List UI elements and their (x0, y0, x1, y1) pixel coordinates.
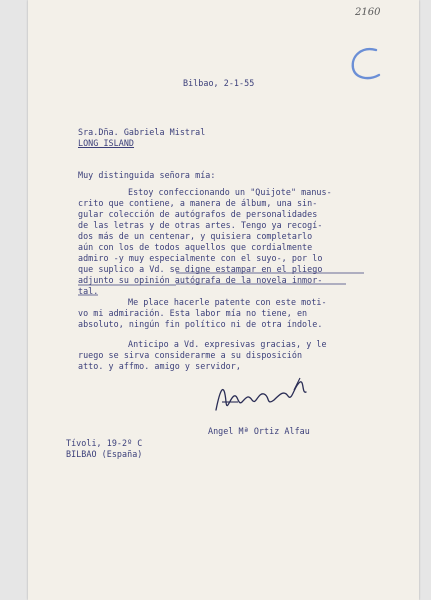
address-city: BILBAO (España) (66, 449, 143, 459)
paragraph-line: Me place hacerle patente con este moti- (128, 297, 327, 307)
recipient-place: LONG ISLAND (78, 138, 135, 148)
address-street: Tívoli, 19-2º C (66, 438, 143, 448)
date-line: Bilbao, 2-1-55 (183, 78, 255, 88)
paragraph-line: que suplico a Vd. se digne estampar en el pliego (78, 264, 323, 274)
paragraph-line: ruego se sirva considerarme a su disposición (78, 350, 303, 360)
paragraph-line: de las letras y de otras artes. Tengo ya recogí- (78, 220, 323, 230)
paragraph-line: aún con los de todos aquellos que cordialmente (78, 242, 313, 252)
paragraph-line: atto. y affmo. amigo y servidor, (78, 361, 241, 371)
paragraph-line: admiro -y muy especialmente con el suyo-, por lo (78, 253, 323, 263)
underline-marks-2 (78, 284, 278, 298)
pencil-c-mark (346, 44, 384, 84)
archive-number: 2160 (355, 7, 381, 18)
paragraph-line: tal. (78, 286, 99, 296)
paragraph-line: crito que contiene, a manera de álbum, una sin- (78, 198, 318, 208)
salutation: Muy distinguida señora mía: (78, 170, 216, 180)
paragraph-line: gular colección de autógrafos de personalidades (78, 209, 318, 219)
handwritten-signature (208, 372, 318, 420)
paragraph-line: dos más de un centenar, y quisiera completarlo (78, 231, 313, 241)
recipient-name: Sra.Dña. Gabriela Mistral (78, 127, 206, 137)
paragraph-line: Anticipo a Vd. expresivas gracias, y le (128, 339, 327, 349)
letter-sheet (28, 0, 419, 600)
paragraph-line: vo mi admiración. Esta labor mía no tiene, en (78, 308, 308, 318)
paragraph-line: Estoy confeccionando un "Quijote" manus- (128, 187, 332, 197)
signature-name: Angel Mª Ortiz Alfau (208, 426, 310, 436)
paragraph-line: adjunto su opinión autógrafa de la novela inmor- (78, 275, 323, 285)
paragraph-line: absoluto, ningún fin político ni de otra índole. (78, 319, 323, 329)
